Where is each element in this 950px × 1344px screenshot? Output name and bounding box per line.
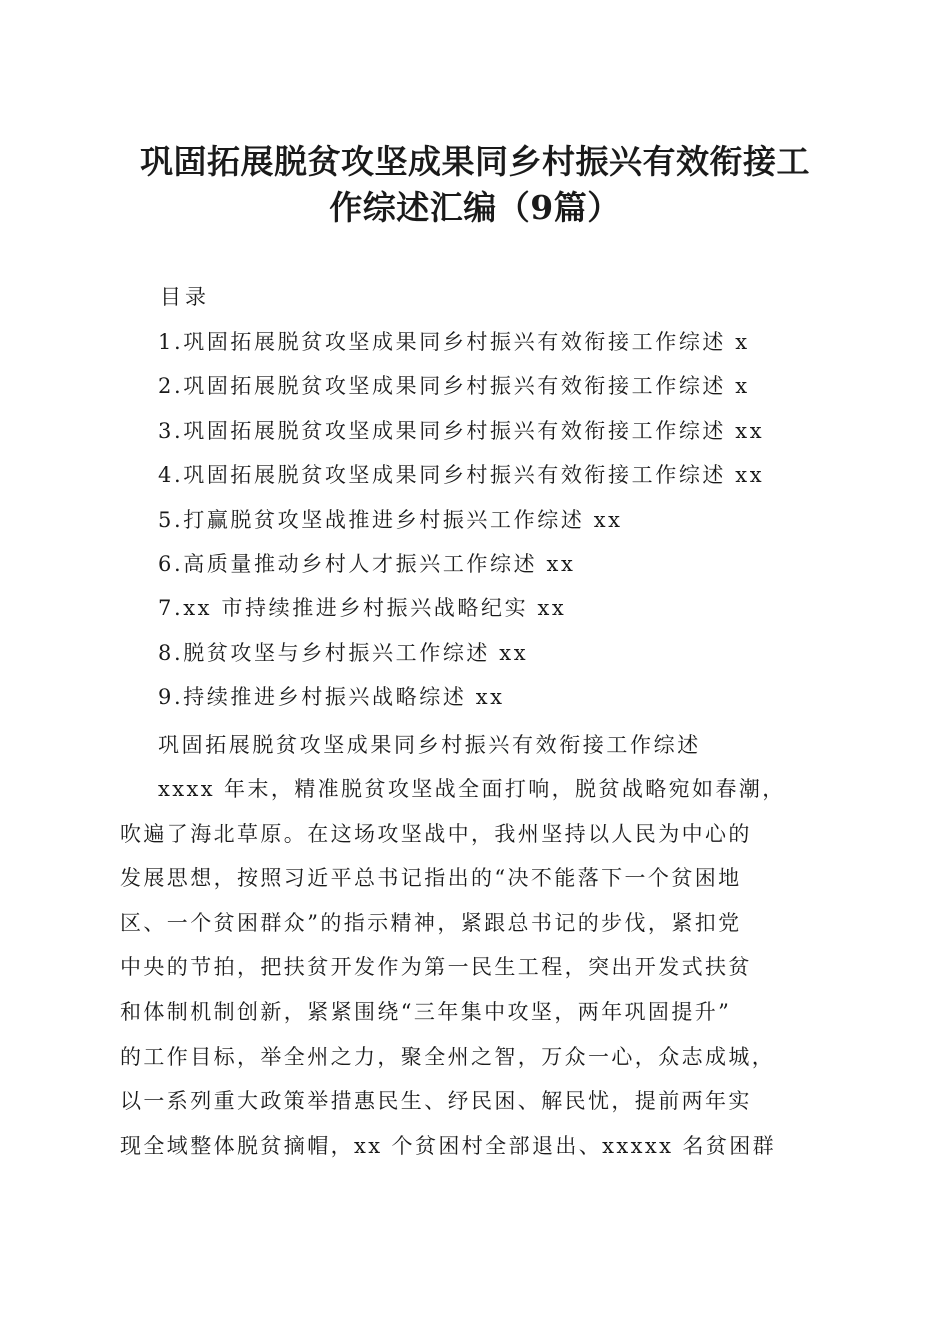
document-title-line-2: 作综述汇编（9篇） <box>329 188 621 227</box>
body-line: 以一系列重大政策举措惠民生、纾民困、解民忧，提前两年实 <box>120 1089 752 1114</box>
body-line: 现全域整体脱贫摘帽，xx 个贫困村全部退出、xxxxx 名贫困群 <box>120 1133 777 1158</box>
body-line: 发展思想，按照习近平总书记指出的“决不能落下一个贫困地 <box>120 866 742 891</box>
body-line: xxxx 年末，精准脱贫攻坚战全面打响，脱贫战略宛如春潮， <box>158 777 786 801</box>
toc-item: 2.巩固拓展脱贫攻坚成果同乡村振兴有效衔接工作综述 x <box>158 374 750 399</box>
toc-heading: 目录 <box>160 285 210 309</box>
toc-item: 6.高质量推动乡村人才振兴工作综述 xx <box>158 551 576 576</box>
toc-item: 7.xx 市持续推进乡村振兴战略纪实 xx <box>158 596 567 621</box>
body-line: 中央的节拍，把扶贫开发作为第一民生工程，突出开发式扶贫 <box>120 955 752 980</box>
document-title-line-1: 巩固拓展脱贫攻坚成果同乡村振兴有效衔接工 <box>140 142 810 181</box>
toc-item: 4.巩固拓展脱贫攻坚成果同乡村振兴有效衔接工作综述 xx <box>158 463 765 488</box>
body-line: 的工作目标，举全州之力，聚全州之智，万众一心，众志成城， <box>120 1044 776 1069</box>
toc-item: 5.打赢脱贫攻坚战推进乡村振兴工作综述 xx <box>158 507 623 532</box>
article-title: 巩固拓展脱贫攻坚成果同乡村振兴有效衔接工作综述 <box>158 733 701 757</box>
body-line: 区、一个贫困群众”的指示精神，紧跟总书记的步伐，紧扣党 <box>120 910 742 935</box>
article-body <box>120 774 786 1175</box>
body-line: 和体制机制创新，紧紧围绕“三年集中攻坚，两年巩固提升” <box>120 999 732 1024</box>
toc-item: 9.持续推进乡村振兴战略综述 xx <box>158 685 505 710</box>
body-line: 吹遍了海北草原。在这场攻坚战中，我州坚持以人民为中心的 <box>120 821 752 846</box>
toc-item: 8.脱贫攻坚与乡村振兴工作综述 xx <box>158 640 529 665</box>
toc-item: 1.巩固拓展脱贫攻坚成果同乡村振兴有效衔接工作综述 x <box>158 330 750 354</box>
toc-item: 3.巩固拓展脱贫攻坚成果同乡村振兴有效衔接工作综述 xx <box>158 418 765 443</box>
table-of-contents <box>158 327 764 727</box>
